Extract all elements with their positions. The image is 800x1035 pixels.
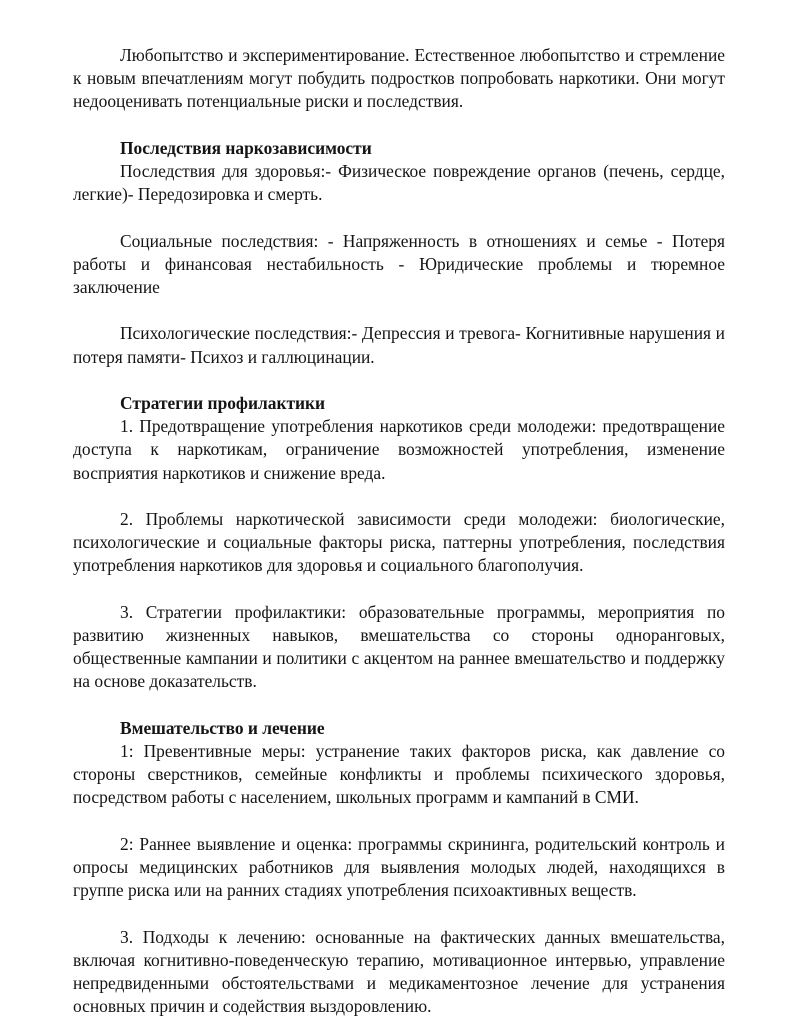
paragraph-intervention-2: 2: Раннее выявление и оценка: программы скрининга, родительский контроль и опросы медицинских работников для выявления молодых людей, находящихся в группе риска или на ранних стадиях употребления психоактивных веществ.: [73, 833, 725, 901]
heading-prevention: Стратегии профилактики: [120, 392, 326, 413]
paragraph-social-consequences: Социальные последствия: - Напряженность в отношениях и семье - Потеря работы и финансовая нестабильность - Юридические проблемы и тюремное заключение: [73, 230, 725, 297]
spacer: [73, 114, 725, 137]
paragraph-psychological-consequences: Психологические последствия:- Депрессия и тревога- Когнитивные нарушения и потеря памяти- Психоз и галлюцинации.: [73, 323, 725, 367]
paragraph-intervention-1: 1: Превентивные меры: устранение таких факторов риска, как давление со стороны сверстников, семейные конфликты и проблемы психического здоровья, посредством работы с населением, школьных программ и кампаний в СМИ.: [73, 740, 725, 808]
paragraph-health-consequences: Последствия для здоровья:- Физическое повреждение органов (печень, сердце, легкие)- Передозировка и смерть.: [73, 161, 725, 205]
paragraph-curiosity: Любопытство и экспериментирование. Естественное любопытство и стремление к новым впечатлениям могут побудить подростков попробовать наркотики. Они могут недооценивать потенциальные риски и последствия.: [73, 45, 725, 112]
spacer: [73, 694, 725, 717]
spacer: [73, 299, 725, 322]
paragraph-intervention-3: 3. Подходы к лечению: основанные на фактических данных вмешательства, включая когнитивно-поведенческую терапию, мотивационное интервью, управление непредвиденными обстоятельствами и медикаментозное лечение для устранения основных причин и содействия выздоровлению.: [73, 926, 725, 1017]
heading-consequences: Последствия наркозависимости: [120, 137, 372, 158]
document-page: [73, 44, 725, 1018]
heading-intervention: Вмешательство и лечение: [120, 717, 325, 738]
paragraph-prevention-1: 1. Предотвращение употребления наркотиков среди молодежи: предотвращение доступа к наркотикам, ограничение возможностей употребления, изменение восприятия наркотиков и снижение вреда.: [73, 416, 725, 483]
spacer: [73, 578, 725, 601]
spacer: [73, 369, 725, 392]
spacer: [73, 485, 725, 508]
spacer: [73, 902, 725, 925]
paragraph-prevention-3: 3. Стратегии профилактики: образовательные программы, мероприятия по развитию жизненных навыков, вмешательства со стороны одноранговых, общественные кампании и политики с акцентом на раннее вмешательство и поддержку на основе доказательств.: [73, 601, 725, 692]
spacer: [73, 810, 725, 833]
paragraph-prevention-2: 2. Проблемы наркотической зависимости среди молодежи: биологические, психологические и социальные факторы риска, паттерны употребления, последствия употребления наркотиков для здоровья и социального благополучия.: [73, 508, 725, 576]
spacer: [73, 206, 725, 229]
